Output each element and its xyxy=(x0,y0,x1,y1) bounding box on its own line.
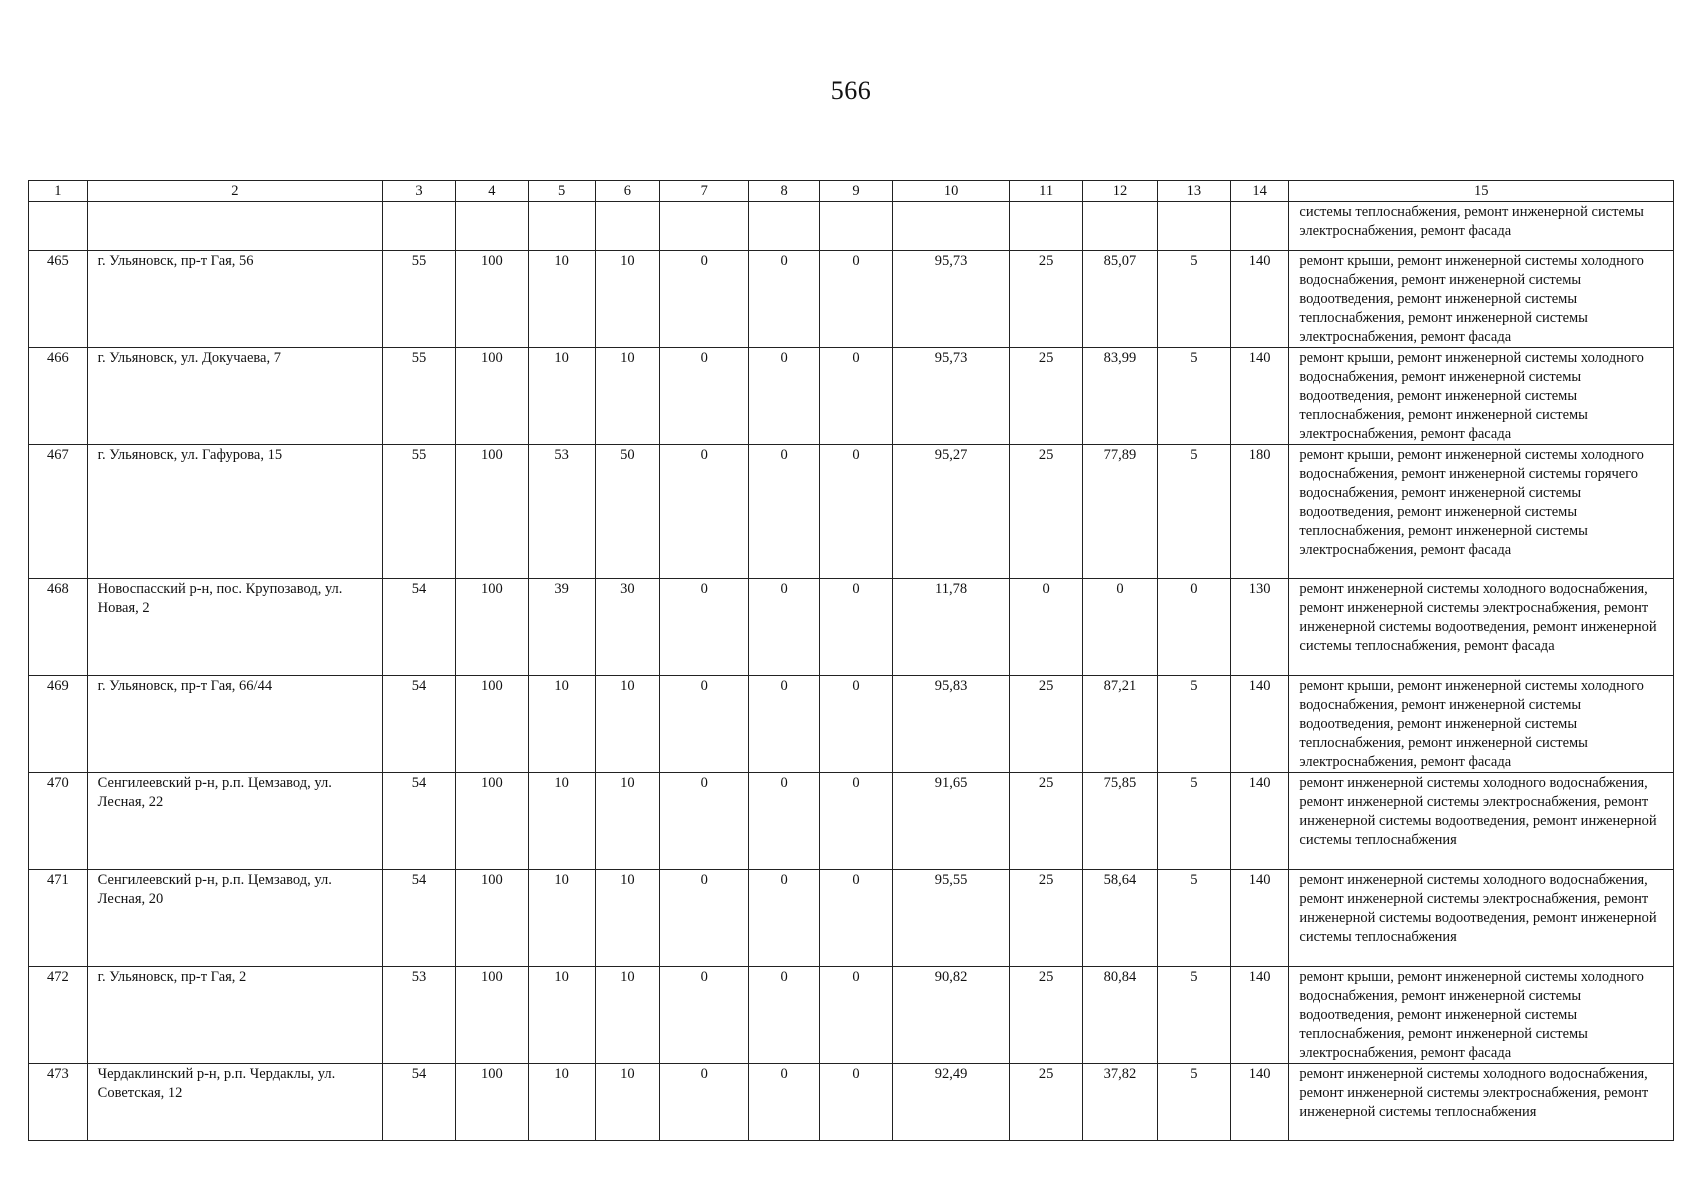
col4-cell: 100 xyxy=(455,1064,528,1141)
table-row xyxy=(29,251,1674,348)
row-number-cell: 466 xyxy=(29,348,88,445)
page-number: 566 xyxy=(830,76,872,105)
cell xyxy=(660,202,749,251)
col7-cell: 0 xyxy=(660,676,749,773)
col13-cell: 5 xyxy=(1157,967,1230,1064)
col11-cell: 25 xyxy=(1010,773,1083,870)
col8-cell: 0 xyxy=(749,967,820,1064)
col6-cell: 10 xyxy=(595,1064,660,1141)
col14-cell: 140 xyxy=(1230,676,1289,773)
col13-cell: 5 xyxy=(1157,676,1230,773)
col13-cell: 5 xyxy=(1157,1064,1230,1141)
col5-cell: 10 xyxy=(528,1064,595,1141)
col9-cell: 0 xyxy=(820,967,893,1064)
col10-cell: 91,65 xyxy=(892,773,1009,870)
row-number-cell: 469 xyxy=(29,676,88,773)
col4-cell: 100 xyxy=(455,579,528,676)
continuation-row xyxy=(29,202,1674,251)
col11-cell: 25 xyxy=(1010,348,1083,445)
col4-cell: 100 xyxy=(455,676,528,773)
cell xyxy=(1157,202,1230,251)
col11-cell: 25 xyxy=(1010,676,1083,773)
col7-cell: 0 xyxy=(660,445,749,579)
col9-cell: 0 xyxy=(820,445,893,579)
row-number-cell: 471 xyxy=(29,870,88,967)
col10-cell: 92,49 xyxy=(892,1064,1009,1141)
works-cell: ремонт инженерной системы холодного водоснабжения, ремонт инженерной системы электроснабжения, ремонт инженерной системы водоотведения, ремонт инженерной системы теплоснабжения xyxy=(1289,870,1674,967)
cell xyxy=(1010,202,1083,251)
col-header-13: 13 xyxy=(1157,181,1230,202)
col8-cell: 0 xyxy=(749,348,820,445)
col8-cell: 0 xyxy=(749,579,820,676)
col3-cell: 55 xyxy=(383,445,456,579)
col6-cell: 10 xyxy=(595,870,660,967)
col-header-6: 6 xyxy=(595,181,660,202)
col5-cell: 53 xyxy=(528,445,595,579)
col12-cell: 0 xyxy=(1083,579,1158,676)
col5-cell: 39 xyxy=(528,579,595,676)
col10-cell: 95,27 xyxy=(892,445,1009,579)
col11-cell: 25 xyxy=(1010,967,1083,1064)
col-header-11: 11 xyxy=(1010,181,1083,202)
col8-cell: 0 xyxy=(749,251,820,348)
works-cell: системы теплоснабжения, ремонт инженерной системы электроснабжения, ремонт фасада xyxy=(1289,202,1674,251)
works-cell: ремонт крыши, ремонт инженерной системы холодного водоснабжения, ремонт инженерной системы водоотведения, ремонт инженерной системы теплоснабжения, ремонт инженерной системы электроснабжения, ремонт фасада xyxy=(1289,967,1674,1064)
col3-cell: 55 xyxy=(383,348,456,445)
col6-cell: 10 xyxy=(595,251,660,348)
col12-cell: 87,21 xyxy=(1083,676,1158,773)
col7-cell: 0 xyxy=(660,579,749,676)
col11-cell: 0 xyxy=(1010,579,1083,676)
col13-cell: 5 xyxy=(1157,348,1230,445)
repair-program-table-container xyxy=(28,180,1674,1141)
col4-cell: 100 xyxy=(455,251,528,348)
address-cell: г. Ульяновск, пр-т Гая, 2 xyxy=(87,967,382,1064)
col3-cell: 55 xyxy=(383,251,456,348)
address-cell: г. Ульяновск, ул. Докучаева, 7 xyxy=(87,348,382,445)
col3-cell: 54 xyxy=(383,870,456,967)
col14-cell: 140 xyxy=(1230,251,1289,348)
col9-cell: 0 xyxy=(820,773,893,870)
works-cell: ремонт крыши, ремонт инженерной системы холодного водоснабжения, ремонт инженерной системы горячего водоснабжения, ремонт инженерной системы водоотведения, ремонт инженерной системы теплоснабжения, ремонт инженерной системы электроснабжения, ремонт фасада xyxy=(1289,445,1674,579)
col-header-7: 7 xyxy=(660,181,749,202)
col8-cell: 0 xyxy=(749,773,820,870)
col5-cell: 10 xyxy=(528,251,595,348)
row-number-cell: 473 xyxy=(29,1064,88,1141)
works-cell: ремонт инженерной системы холодного водоснабжения, ремонт инженерной системы электроснабжения, ремонт инженерной системы теплоснабжения xyxy=(1289,1064,1674,1141)
cell xyxy=(1083,202,1158,251)
table-row xyxy=(29,348,1674,445)
col11-cell: 25 xyxy=(1010,251,1083,348)
col7-cell: 0 xyxy=(660,348,749,445)
col7-cell: 0 xyxy=(660,1064,749,1141)
col6-cell: 10 xyxy=(595,967,660,1064)
table-row xyxy=(29,579,1674,676)
works-cell: ремонт инженерной системы холодного водоснабжения, ремонт инженерной системы электроснабжения, ремонт инженерной системы водоотведения, ремонт инженерной системы теплоснабжения xyxy=(1289,773,1674,870)
col4-cell: 100 xyxy=(455,348,528,445)
col9-cell: 0 xyxy=(820,1064,893,1141)
row-number-cell: 472 xyxy=(29,967,88,1064)
col-header-1: 1 xyxy=(29,181,88,202)
cell xyxy=(749,202,820,251)
col11-cell: 25 xyxy=(1010,445,1083,579)
cell xyxy=(29,202,88,251)
cell xyxy=(892,202,1009,251)
works-cell: ремонт крыши, ремонт инженерной системы холодного водоснабжения, ремонт инженерной системы водоотведения, ремонт инженерной системы теплоснабжения, ремонт инженерной системы электроснабжения, ремонт фасада xyxy=(1289,348,1674,445)
repair-program-table xyxy=(28,180,1674,1141)
col6-cell: 30 xyxy=(595,579,660,676)
col12-cell: 85,07 xyxy=(1083,251,1158,348)
col6-cell: 50 xyxy=(595,445,660,579)
col8-cell: 0 xyxy=(749,870,820,967)
col7-cell: 0 xyxy=(660,251,749,348)
cell xyxy=(87,202,382,251)
table-row xyxy=(29,445,1674,579)
col10-cell: 95,73 xyxy=(892,348,1009,445)
table-row xyxy=(29,676,1674,773)
header-row xyxy=(29,181,1674,202)
col9-cell: 0 xyxy=(820,579,893,676)
col13-cell: 5 xyxy=(1157,773,1230,870)
row-number-cell: 468 xyxy=(29,579,88,676)
col-header-5: 5 xyxy=(528,181,595,202)
col-header-2: 2 xyxy=(87,181,382,202)
col8-cell: 0 xyxy=(749,445,820,579)
col10-cell: 95,83 xyxy=(892,676,1009,773)
col-header-10: 10 xyxy=(892,181,1009,202)
row-number-cell: 465 xyxy=(29,251,88,348)
col-header-15: 15 xyxy=(1289,181,1674,202)
col11-cell: 25 xyxy=(1010,870,1083,967)
col3-cell: 54 xyxy=(383,1064,456,1141)
col3-cell: 53 xyxy=(383,967,456,1064)
cell xyxy=(455,202,528,251)
col-header-3: 3 xyxy=(383,181,456,202)
col5-cell: 10 xyxy=(528,967,595,1064)
row-number-cell: 467 xyxy=(29,445,88,579)
col-header-12: 12 xyxy=(1083,181,1158,202)
col5-cell: 10 xyxy=(528,870,595,967)
col10-cell: 95,55 xyxy=(892,870,1009,967)
col14-cell: 130 xyxy=(1230,579,1289,676)
address-cell: Сенгилеевский р-н, р.п. Цемзавод, ул. Лесная, 22 xyxy=(87,773,382,870)
col3-cell: 54 xyxy=(383,579,456,676)
col-header-14: 14 xyxy=(1230,181,1289,202)
col4-cell: 100 xyxy=(455,967,528,1064)
col11-cell: 25 xyxy=(1010,1064,1083,1141)
col14-cell: 180 xyxy=(1230,445,1289,579)
cell xyxy=(595,202,660,251)
table-row xyxy=(29,870,1674,967)
col9-cell: 0 xyxy=(820,870,893,967)
col10-cell: 11,78 xyxy=(892,579,1009,676)
col14-cell: 140 xyxy=(1230,870,1289,967)
table-row xyxy=(29,967,1674,1064)
col12-cell: 58,64 xyxy=(1083,870,1158,967)
cell xyxy=(528,202,595,251)
col4-cell: 100 xyxy=(455,773,528,870)
col14-cell: 140 xyxy=(1230,773,1289,870)
col5-cell: 10 xyxy=(528,348,595,445)
col13-cell: 0 xyxy=(1157,579,1230,676)
col14-cell: 140 xyxy=(1230,1064,1289,1141)
address-cell: г. Ульяновск, пр-т Гая, 66/44 xyxy=(87,676,382,773)
address-cell: г. Ульяновск, пр-т Гая, 56 xyxy=(87,251,382,348)
col12-cell: 37,82 xyxy=(1083,1064,1158,1141)
cell xyxy=(1230,202,1289,251)
col3-cell: 54 xyxy=(383,773,456,870)
col14-cell: 140 xyxy=(1230,967,1289,1064)
col12-cell: 77,89 xyxy=(1083,445,1158,579)
address-cell: Чердаклинский р-н, р.п. Чердаклы, ул. Советская, 12 xyxy=(87,1064,382,1141)
works-cell: ремонт крыши, ремонт инженерной системы холодного водоснабжения, ремонт инженерной системы водоотведения, ремонт инженерной системы теплоснабжения, ремонт инженерной системы электроснабжения, ремонт фасада xyxy=(1289,676,1674,773)
row-number-cell: 470 xyxy=(29,773,88,870)
col12-cell: 83,99 xyxy=(1083,348,1158,445)
works-cell: ремонт крыши, ремонт инженерной системы холодного водоснабжения, ремонт инженерной системы водоотведения, ремонт инженерной системы теплоснабжения, ремонт инженерной системы электроснабжения, ремонт фасада xyxy=(1289,251,1674,348)
col10-cell: 95,73 xyxy=(892,251,1009,348)
col12-cell: 75,85 xyxy=(1083,773,1158,870)
cell xyxy=(383,202,456,251)
address-cell: г. Ульяновск, ул. Гафурова, 15 xyxy=(87,445,382,579)
col13-cell: 5 xyxy=(1157,445,1230,579)
col12-cell: 80,84 xyxy=(1083,967,1158,1064)
col6-cell: 10 xyxy=(595,676,660,773)
table-row xyxy=(29,1064,1674,1141)
col7-cell: 0 xyxy=(660,870,749,967)
col14-cell: 140 xyxy=(1230,348,1289,445)
col9-cell: 0 xyxy=(820,676,893,773)
table-row xyxy=(29,773,1674,870)
col7-cell: 0 xyxy=(660,967,749,1064)
col13-cell: 5 xyxy=(1157,251,1230,348)
col4-cell: 100 xyxy=(455,870,528,967)
col3-cell: 54 xyxy=(383,676,456,773)
cell xyxy=(820,202,893,251)
col9-cell: 0 xyxy=(820,251,893,348)
col6-cell: 10 xyxy=(595,348,660,445)
col6-cell: 10 xyxy=(595,773,660,870)
col8-cell: 0 xyxy=(749,676,820,773)
col9-cell: 0 xyxy=(820,348,893,445)
address-cell: Новоспасский р-н, пос. Крупозавод, ул. Новая, 2 xyxy=(87,579,382,676)
col4-cell: 100 xyxy=(455,445,528,579)
col-header-8: 8 xyxy=(749,181,820,202)
col5-cell: 10 xyxy=(528,773,595,870)
col13-cell: 5 xyxy=(1157,870,1230,967)
col-header-9: 9 xyxy=(820,181,893,202)
col-header-4: 4 xyxy=(455,181,528,202)
col7-cell: 0 xyxy=(660,773,749,870)
col10-cell: 90,82 xyxy=(892,967,1009,1064)
address-cell: Сенгилеевский р-н, р.п. Цемзавод, ул. Лесная, 20 xyxy=(87,870,382,967)
col8-cell: 0 xyxy=(749,1064,820,1141)
col5-cell: 10 xyxy=(528,676,595,773)
works-cell: ремонт инженерной системы холодного водоснабжения, ремонт инженерной системы электроснабжения, ремонт инженерной системы водоотведения, ремонт инженерной системы теплоснабжения, ремонт фасада xyxy=(1289,579,1674,676)
